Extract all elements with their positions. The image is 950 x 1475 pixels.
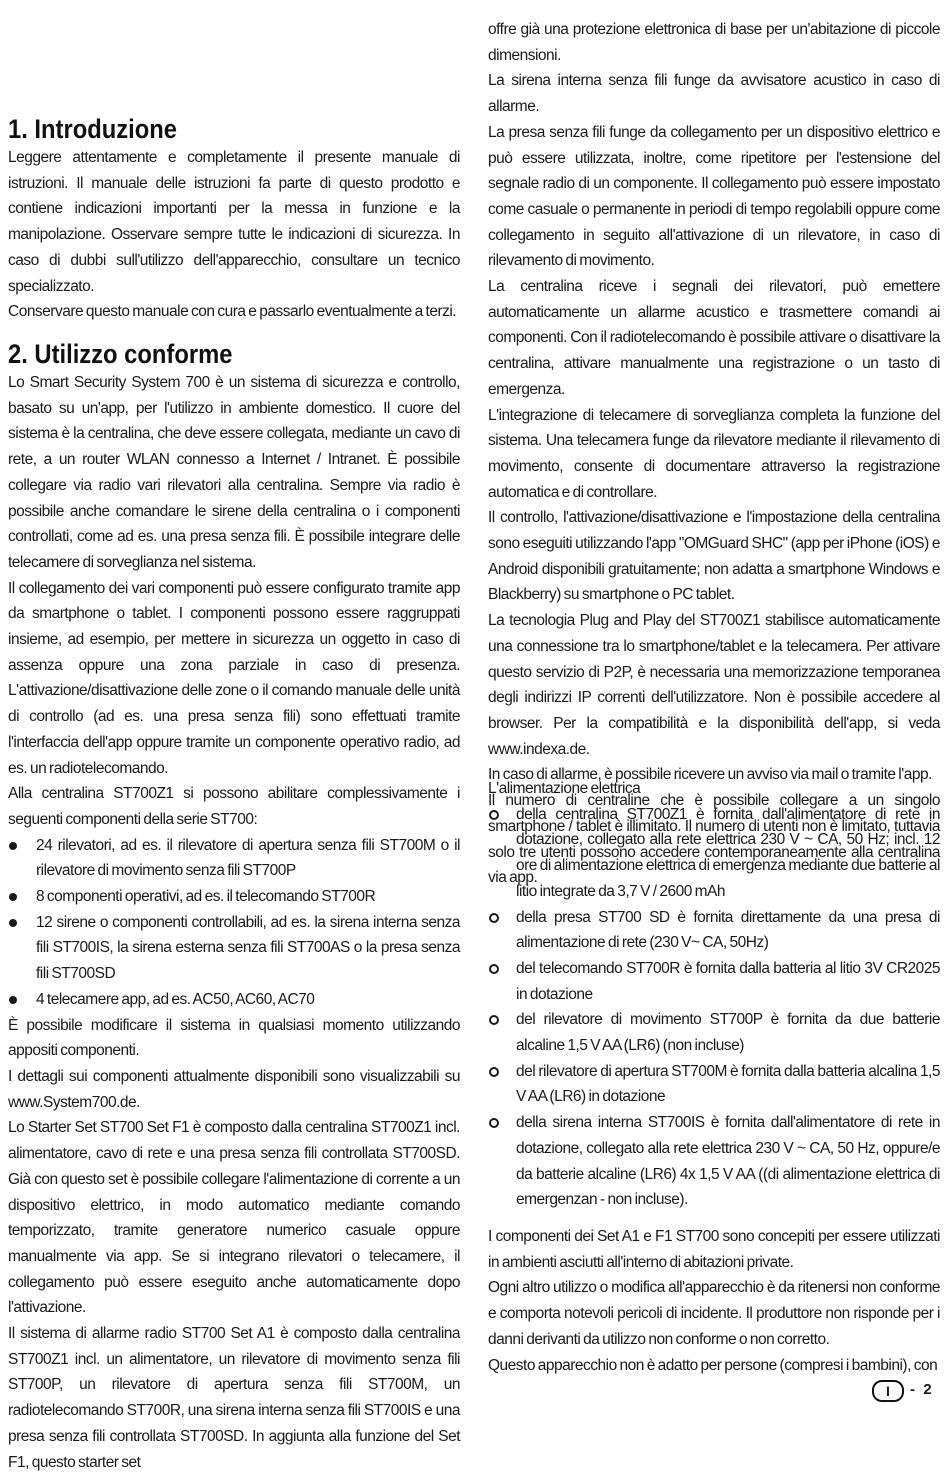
bullet-ring-icon bbox=[489, 1118, 499, 1128]
bullet-dot-icon bbox=[9, 919, 17, 927]
list-item-text: del rilevatore di apertura ST700M è fornita dalla batteria alcalina 1,5 V AA (LR6) in dotazione bbox=[516, 1062, 940, 1106]
paragraph: La presa senza fili funge da collegamento per un dispositivo elettrico e può essere utilizzata, inoltre, come ripetitore per l'estensione del segnale radio di un componente. Il collegamento può essere impostato come casuale o permanente in periodi di tempo regolabili oppure come collegamento in seguito all'attivazione di un rilevatore, in caso di rilevamento di movimento. bbox=[488, 123, 940, 270]
bullet-dot-icon bbox=[9, 842, 17, 850]
power-supply-intro: L'alimentazione elettrica bbox=[488, 780, 641, 797]
power-supply-list bbox=[488, 802, 940, 1213]
paragraph: Il controllo, l'attivazione/disattivazione e l'impostazione della centralina sono eseguiti utilizzando l'app "OMGuard SHC" (app per iPhone (iOS) e Android disponibili gratuitamente; non adatta a smartphone Windows e Blackberry) su smartphone o PC tablet. bbox=[488, 509, 940, 604]
section-2-body bbox=[8, 370, 460, 1475]
components-list bbox=[8, 833, 460, 1013]
paragraph: I dettagli sui componenti attualmente disponibili sono visualizzabili su www.System700.de. bbox=[8, 1067, 460, 1111]
paragraph: La tecnologia Plug and Play del ST700Z1 stabilisce automaticamente una connessione tra lo smartphone/tablet e la telecamera. Per attivare questo servizio di P2P, è necessaria una memorizzazione temporanea degli indirizzi IP correnti dell'utilizzatore. Non è possibile accedere al browser. Per la compatibilità e la disponibilità dell'app, si veda www.indexa.de. bbox=[488, 612, 940, 758]
power-supply-block bbox=[488, 776, 940, 1213]
page-number-value: 2 bbox=[923, 1381, 932, 1398]
list-item-text: del telecomando ST700R è fornita dalla batteria al litio 3V CR2025 in dotazione bbox=[516, 959, 940, 1003]
bullet-dot-icon bbox=[9, 893, 17, 901]
bullet-ring-icon bbox=[489, 810, 499, 820]
paragraph: I componenti dei Set A1 e F1 ST700 sono concepiti per essere utilizzati in ambienti asciutti all'interno di abitazioni private. bbox=[488, 1228, 940, 1271]
paragraph: Lo Smart Security System 700 è un sistema di sicurezza e controllo, basato su un'app, per l'utilizzo in ambiente domestico. Il cuore del sistema è la centralina, che deve essere collegata, mediante un cavo di rete, a un router WLAN connesso a Internet / Intranet. È possibile collegare via radio vari rilevatori alla centralina. Sempre via radio è possibile anche comandare le sirene della centralina o i componenti controllati, come ad es. una presa senza fili. È possibile integrare delle telecamere di sorveglianza nel sistema. bbox=[8, 374, 460, 571]
list-item bbox=[8, 987, 460, 1013]
page-footer bbox=[872, 1378, 942, 1402]
list-item bbox=[8, 884, 460, 910]
list-item bbox=[8, 910, 460, 987]
bullet-ring-icon bbox=[489, 913, 499, 923]
paragraph: Il numero di centraline che è possibile collegare a un singolo smartphone / tablet è illimitato. Il numero di utenti non è limitato, tuttavia solo tre utenti possono accedere contemporaneamente alla centralina via app. bbox=[488, 792, 940, 887]
right-column-body bbox=[488, 17, 940, 891]
paragraph: Leggere attentamente e completamente il presente manuale di istruzioni. Il manuale delle istruzioni fa parte di questo prodotto e contiene indicazioni importanti per la messa in funzione e la manipolazione. Osservare sempre tutte le indicazioni di sicurezza. In caso di dubbi sull'utilizzo dell'apparecchio, consultare un tecnico specializzato. bbox=[8, 149, 460, 295]
paragraph: Conservare questo manuale con cura e passarlo eventualmente a terzi. bbox=[8, 303, 457, 321]
page-number bbox=[910, 1380, 932, 1400]
paragraph: È possibile modificare il sistema in qualsiasi momento utilizzando appositi componenti. bbox=[8, 1016, 460, 1060]
paragraph: La centralina riceve i segnali dei rilevatori, può emettere automaticamente un allarme acustico e trasmettere comandi ai componenti. Con il radiotelecomando è possibile attivare o disattivare la centralina, attivare manualmente una registrazione o un tasto di emergenza. bbox=[488, 278, 940, 398]
bullet-ring-icon bbox=[489, 1015, 499, 1025]
section-2-title: 2. Utilizzo conforme bbox=[8, 339, 233, 369]
paragraph: In caso di allarme, è possibile ricevere un avviso via mail o tramite l'app. bbox=[488, 766, 932, 784]
page-separator: - bbox=[910, 1381, 915, 1398]
section-1-title: 1. Introduzione bbox=[8, 114, 177, 144]
bullet-ring-icon bbox=[489, 964, 499, 974]
list-item bbox=[488, 1110, 940, 1213]
paragraph: Il collegamento dei vari componenti può essere configurato tramite app da smartphone o tablet. I componenti possono essere raggruppati insieme, ad esempio, per mettere in sicurezza un oggetto in caso di assenza oppure una zona parziale in caso di presenza. L'attivazione/disattivazione delle zone o il comando manuale delle unità di controllo (ad es. una presa senza fili) sono effettuati tramite l'interfaccia dell'app oppure tramite un componente operativo radio, ad es. un radiotelecomando. bbox=[8, 579, 460, 777]
paragraph: Ogni altro utilizzo o modifica all'apparecchio è da ritenersi non conforme e comporta notevoli pericoli di incidente. Il produttore non risponde per i danni derivanti da utilizzo non conforme o non corretto. bbox=[488, 1279, 940, 1348]
paragraph: L'integrazione di telecamere di sorveglianza completa la funzione del sistema. Una telecamera funge da rilevatore mediante il rilevamento di movimento, consente di documentare attraverso la registrazione automatica e di controllare. bbox=[488, 406, 940, 501]
language-badge: I bbox=[872, 1380, 904, 1402]
paragraph: Alla centralina ST700Z1 si possono abilitare complessivamente i seguenti componenti della serie ST700: bbox=[8, 785, 460, 828]
list-item bbox=[488, 802, 940, 905]
list-item bbox=[488, 905, 940, 956]
paragraph: Lo Starter Set ST700 Set F1 è composto dalla centralina ST700Z1 incl. alimentatore, cavo di rete e una presa senza fili controllata ST700SD. Già con questo set è possibile collegare l'alimentazione di corrente a un dispositivo elettrico, in modo automatico mediante comando temporizzato, tramite generatore numerico casuale oppure manualmente via app. Se si integrano rilevatori o telecamere, il collegamento può essere eseguito anche automaticamente dopo l'attivazione. bbox=[8, 1119, 460, 1317]
paragraph: La sirena interna senza fili funge da avvisatore acustico in caso di allarme. bbox=[488, 72, 940, 116]
paragraph: offre già una protezione elettronica di base per un'abitazione di piccole dimensioni. bbox=[488, 21, 940, 64]
right-column-closing bbox=[488, 1224, 940, 1378]
list-item-text: 12 sirene o componenti controllabili, ad es. la sirena interna senza fili ST700IS, la sirena esterna senza fili ST700AS o la presa senza fili ST700SD bbox=[36, 913, 460, 983]
bullet-dot-icon bbox=[9, 996, 17, 1004]
paragraph: Questo apparecchio non è adatto per persone (compresi i bambini), con bbox=[488, 1356, 938, 1374]
list-item-text: 24 rilevatori, ad es. il rilevatore di apertura senza fili ST700M o il rilevatore di movimento senza fili ST700P bbox=[36, 836, 460, 880]
list-item bbox=[488, 1007, 940, 1058]
list-item-text: della presa ST700 SD è fornita direttamente da una presa di alimentazione di rete (230 V~ CA, 50Hz) bbox=[516, 908, 940, 952]
bullet-ring-icon bbox=[489, 1067, 499, 1077]
list-item-text: della centralina ST700Z1 è fornita dall'alimentatore di rete in dotazione, collegato alla rete elettrica 230 V ~ CA, 50 Hz; incl. 12 ore di alimentazione elettrica di emergenza mediante due batterie al litio integrate da 3,7 V / 2600 mAh bbox=[516, 805, 940, 900]
list-item bbox=[488, 956, 940, 1007]
list-item-text: della sirena interna ST700IS è fornita dall'alimentatore di rete in dotazione, collegato alla rete elettrica 230 V ~ CA, 50 Hz, oppure/e da batterie alcaline (LR6) 4x 1,5 V AA ((di alimentazione elettrica di emergenzan - non incluse). bbox=[516, 1114, 940, 1209]
list-item-text: 4 telecamere app, ad es. AC50, AC60, AC70 bbox=[36, 990, 315, 1008]
list-item-text: 8 componenti operativi, ad es. il telecomando ST700R bbox=[36, 888, 376, 906]
list-item bbox=[488, 1059, 940, 1110]
section-1-body bbox=[8, 145, 460, 325]
list-item bbox=[8, 833, 460, 884]
paragraph: Il sistema di allarme radio ST700 Set A1 è composto dalla centralina ST700Z1 incl. un alimentatore, un rilevatore di movimento senza fili ST700P, un rilevatore di apertura senza fili ST700M, un radiotelecomando ST700R, una sirena interna senza fili ST700IS e una presa senza fili controllata ST700SD. In aggiunta alla funzione del Set F1, questo starter set bbox=[8, 1325, 460, 1471]
list-item-text: del rilevatore di movimento ST700P è fornita da due batterie alcaline 1,5 V AA (LR6) (non incluse) bbox=[516, 1011, 940, 1055]
